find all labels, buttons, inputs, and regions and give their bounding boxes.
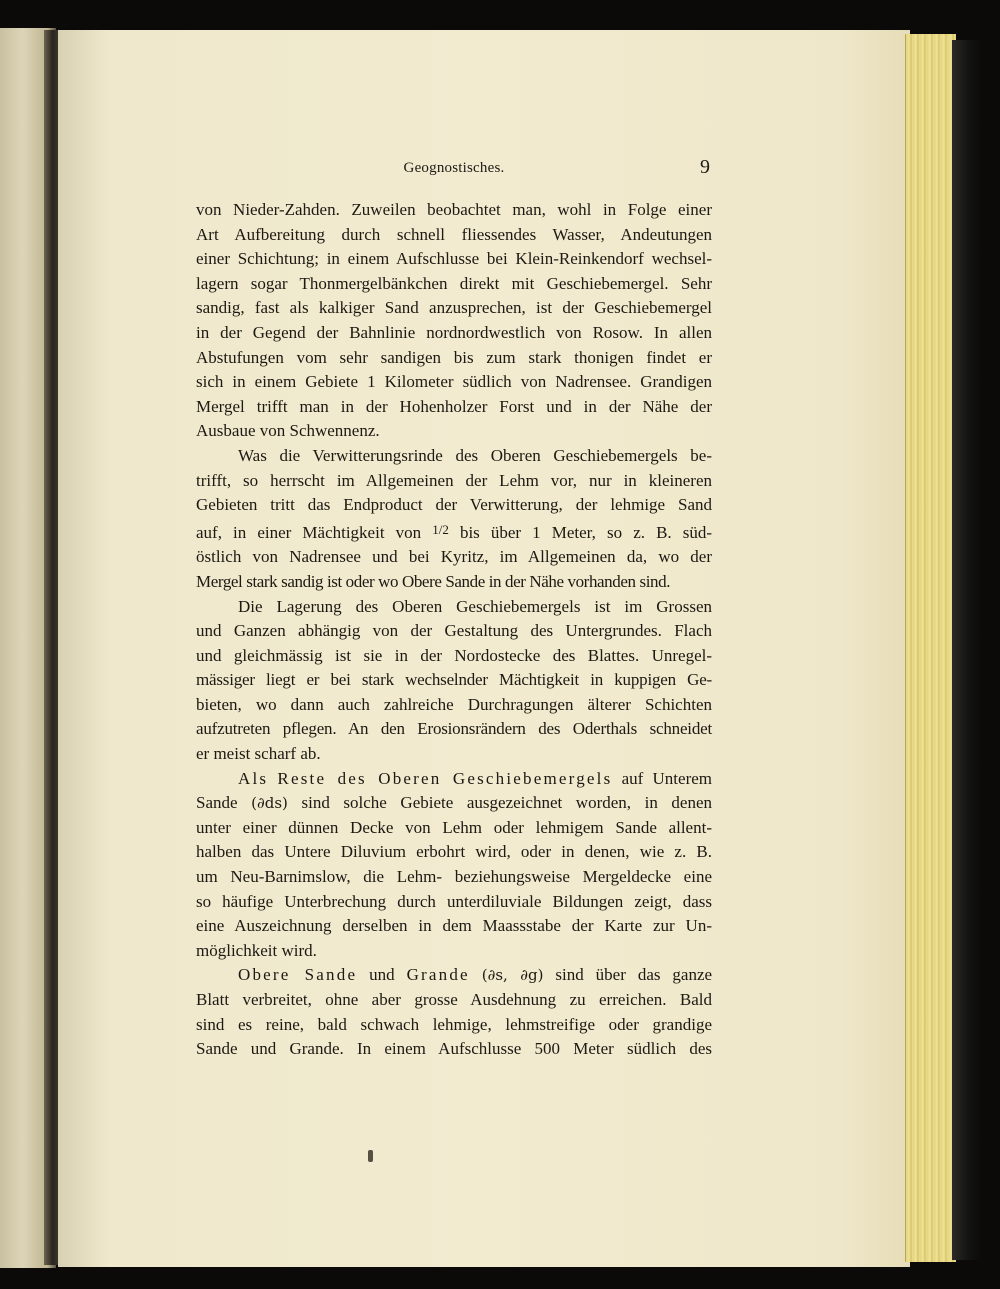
text-line: er meist scharf ab. xyxy=(196,744,321,764)
text-line: Mergel stark sandig ist oder wo Obere Sande in der Nähe vorhanden sind. xyxy=(196,571,671,591)
text-line: Abstufungen vom sehr sandigen bis zum stark thonigen findet er xyxy=(196,347,712,367)
text-line: sandig, fast als kalkiger Sand anzusprechen, ist der Geschiebemergel xyxy=(196,298,712,318)
text-line: bieten, wo dann auch zahlreiche Durchragungen älterer Schichten xyxy=(196,694,712,714)
text-line: östlich von Nadrensee und bei Kyritz, im Allgemeinen da, wo der xyxy=(196,547,712,567)
text-line: mässiger liegt er bei stark wechselnder Mächtigkeit in kuppigen Ge- xyxy=(196,670,712,690)
text-line: Die Lagerung des Oberen Geschiebemergels ist im Grossen xyxy=(238,596,712,616)
text-line: und Ganzen abhängig von der Gestaltung des Untergrundes. Flach xyxy=(196,621,712,641)
text-line xyxy=(196,767,712,792)
text-line: einer Schichtung; in einem Aufschlusse bei Klein-Reinkendorf wechsel- xyxy=(196,249,712,269)
text-line: sind es reine, bald schwach lehmige, lehmstreifige oder grandige xyxy=(196,1014,712,1034)
text-segment: Als xyxy=(238,768,269,788)
text-line: trifft, so herrscht im Allgemeinen der Lehm vor, nur in kleineren xyxy=(196,470,712,490)
text-line: Gebieten tritt das Endproduct der Verwitterung, der lehmige Sand xyxy=(196,495,712,515)
running-title: Geognostisches. xyxy=(403,160,505,176)
text-segment: auf, in einer Mächtigkeit von xyxy=(196,522,422,542)
text-segment: Obere Sande xyxy=(238,965,358,985)
book-gutter xyxy=(44,30,58,1265)
running-header xyxy=(196,158,712,184)
text-segment: bis über 1 Meter, so z. B. süd- xyxy=(459,522,713,542)
text-segment: auf Unterem xyxy=(621,768,712,788)
text-line: Ausbaue von Schwennenz. xyxy=(196,421,380,441)
text-line: unter einer dünnen Decke von Lehm oder lehmigem Sande allent- xyxy=(196,817,712,837)
text-line xyxy=(196,518,712,546)
text-line: Art Aufbereitung durch schnell fliessendes Wasser, Andeutungen xyxy=(196,224,712,244)
text-line xyxy=(196,963,712,988)
ink-mark xyxy=(368,1150,373,1162)
text-line: von Nieder-Zahden. Zuweilen beobachtet man, wohl in Folge einer xyxy=(196,200,712,219)
body-text xyxy=(196,198,712,1062)
text-line: um Neu-Barnimslow, die Lehm- beziehungsweise Mergeldecke eine xyxy=(196,867,712,887)
text-segment: sind solche Gebiete ausgezeichnet worden, in denen xyxy=(301,793,713,813)
text-segment: sind über das ganze xyxy=(555,965,713,985)
map-symbol: (∂s, ∂g) xyxy=(481,966,544,985)
fraction: 1/2 xyxy=(432,521,449,537)
text-line: Was die Verwitterungsrinde des Oberen Geschiebemergels be- xyxy=(238,445,712,465)
text-line xyxy=(196,791,712,816)
text-segment: Grande xyxy=(406,965,470,985)
text-line: lagern sogar Thonmergelbänkchen direkt mit Geschiebemergel. Sehr xyxy=(196,273,712,293)
text-line: möglichkeit wird. xyxy=(196,940,317,960)
text-line: eine Auszeichnung derselben in dem Maassstabe der Karte zur Un- xyxy=(196,916,712,936)
text-line: und gleichmässig ist sie in der Nordostecke des Blattes. Unregel- xyxy=(196,645,712,665)
book-cover xyxy=(952,40,982,1260)
map-symbol: (∂ds) xyxy=(251,794,288,813)
text-segment: und xyxy=(369,965,395,985)
text-segment: Sande xyxy=(196,793,238,813)
text-line: sich in einem Gebiete 1 Kilometer südlich von Nadrensee. Grandigen xyxy=(196,372,712,392)
text-segment: Reste des Oberen Geschiebemergels xyxy=(277,768,613,788)
page-edges xyxy=(905,34,956,1262)
text-line: halben das Untere Diluvium erbohrt wird, oder in denen, wie z. B. xyxy=(196,842,712,862)
text-line: in der Gegend der Bahnlinie nordnordwestlich von Rosow. In allen xyxy=(196,322,712,342)
page-number: 9 xyxy=(700,156,710,178)
text-line: aufzutreten pflegen. An den Erosionsrändern des Oderthals schneidet xyxy=(196,719,712,739)
text-line: Sande und Grande. In einem Aufschlusse 500 Meter südlich des xyxy=(196,1039,712,1059)
text-line: so häufige Unterbrechung durch unterdiluviale Bildungen zeigt, dass xyxy=(196,891,712,911)
text-line: Blatt verbreitet, ohne aber grosse Ausdehnung zu erreichen. Bald xyxy=(196,990,712,1009)
text-line: Mergel trifft man in der Hohenholzer Forst und in der Nähe der xyxy=(196,396,712,416)
